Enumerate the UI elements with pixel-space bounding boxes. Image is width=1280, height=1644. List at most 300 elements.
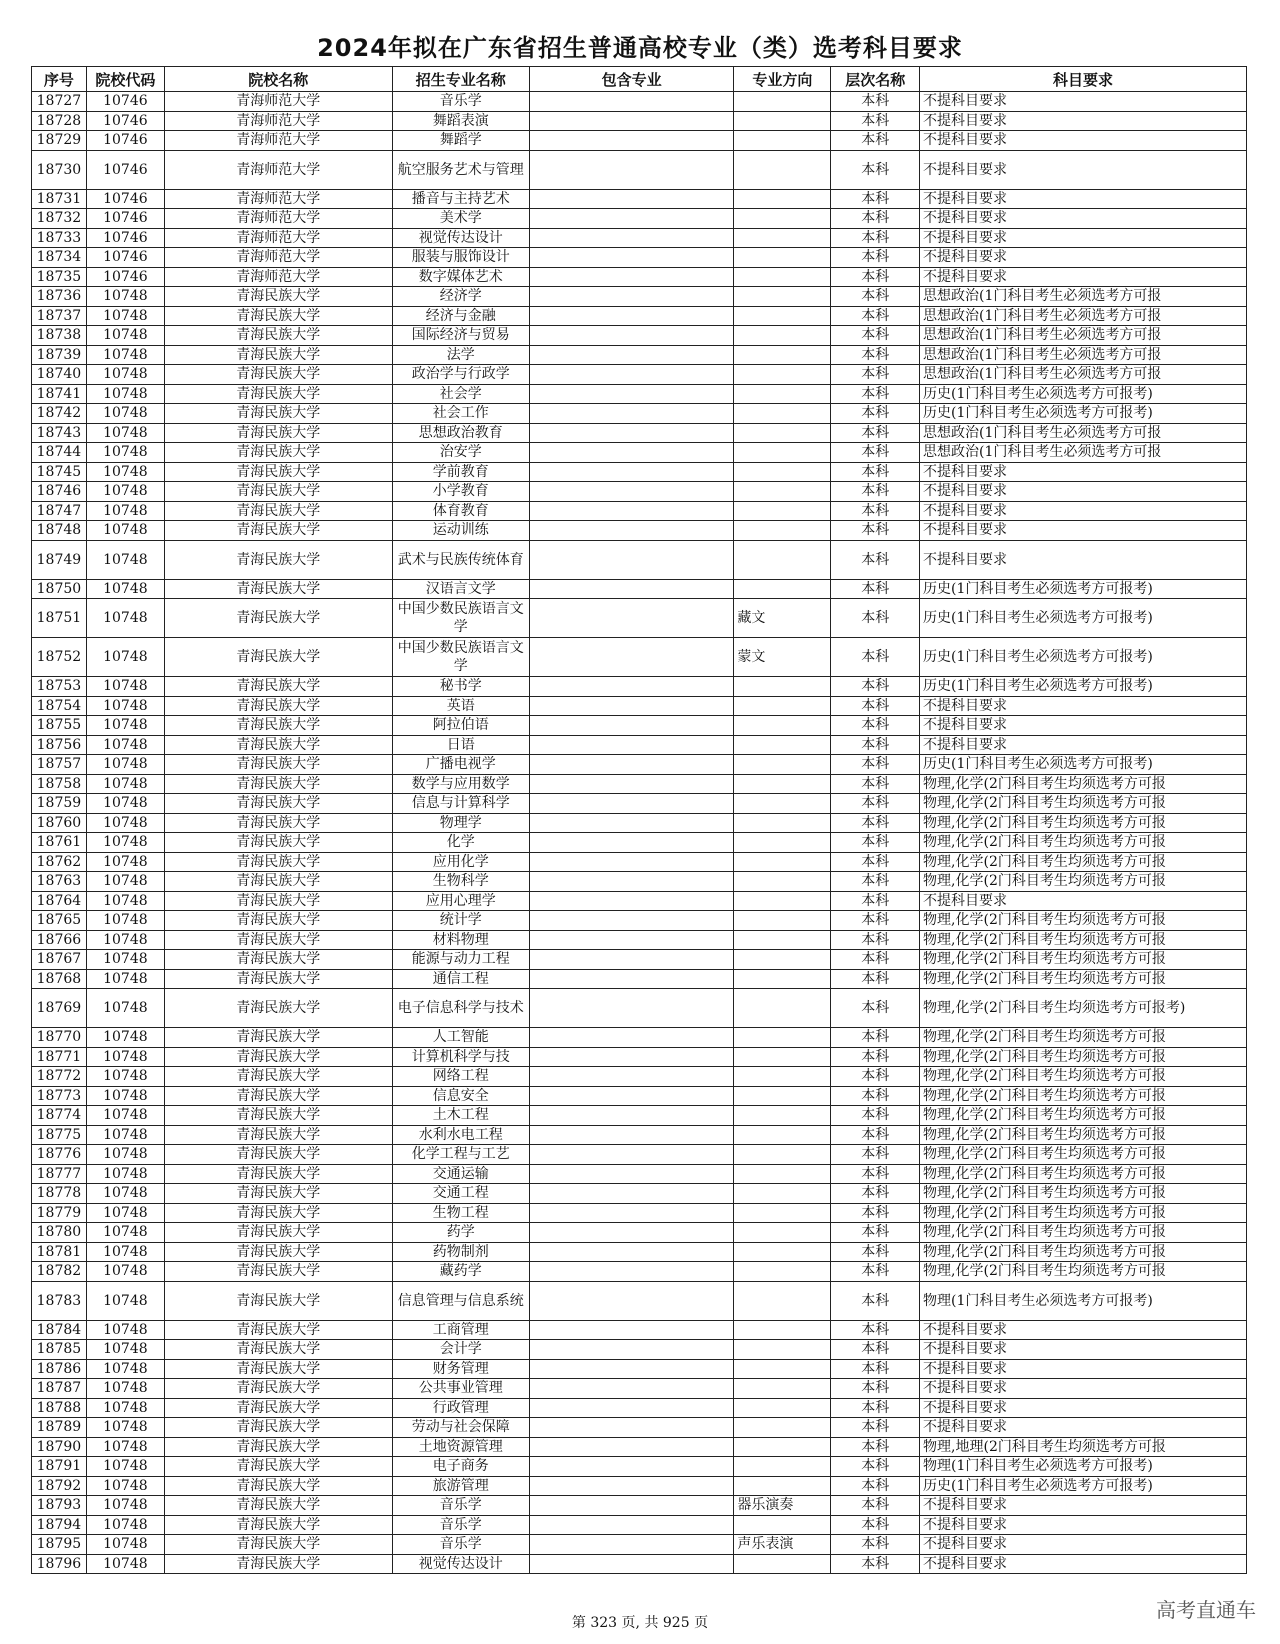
cell-included-majors: [529, 482, 734, 502]
cell-included-majors: [529, 384, 734, 404]
cell-school-code: 10748: [86, 1262, 164, 1282]
cell-seq: 18784: [32, 1320, 87, 1340]
cell-subject-req: 物理,化学(2门科目考生均须选考方可报: [920, 872, 1247, 892]
cell-direction: [734, 833, 831, 853]
cell-major-name: 网络工程: [392, 1067, 529, 1087]
cell-included-majors: [529, 131, 734, 151]
cell-major-name: 学前教育: [392, 462, 529, 482]
table-row: [32, 852, 1247, 872]
cell-direction: 器乐演奏: [734, 1496, 831, 1516]
cell-direction: [734, 774, 831, 794]
cell-direction: [734, 1086, 831, 1106]
cell-school-name: 青海师范大学: [164, 209, 392, 229]
cell-included-majors: [529, 1535, 734, 1555]
cell-school-name: 青海师范大学: [164, 131, 392, 151]
cell-school-code: 10748: [86, 1457, 164, 1477]
cell-included-majors: [529, 833, 734, 853]
cell-seq: 18785: [32, 1340, 87, 1360]
cell-included-majors: [529, 1106, 734, 1126]
cell-level: 本科: [831, 930, 920, 950]
cell-school-code: 10748: [86, 384, 164, 404]
cell-included-majors: [529, 1496, 734, 1516]
cell-direction: [734, 189, 831, 209]
cell-subject-req: 不提科目要求: [920, 1320, 1247, 1340]
cell-school-code: 10748: [86, 599, 164, 638]
cell-subject-req: 历史(1门科目考生必须选考方可报考): [920, 384, 1247, 404]
cell-major-name: 广播电视学: [392, 755, 529, 775]
cell-seq: 18791: [32, 1457, 87, 1477]
cell-level: 本科: [831, 716, 920, 736]
cell-school-name: 青海师范大学: [164, 111, 392, 131]
cell-subject-req: 物理,化学(2门科目考生均须选考方可报: [920, 1203, 1247, 1223]
cell-level: 本科: [831, 131, 920, 151]
cell-school-code: 10748: [86, 579, 164, 599]
cell-school-code: 10748: [86, 1047, 164, 1067]
table-row: [32, 599, 1247, 638]
cell-major-name: 通信工程: [392, 969, 529, 989]
cell-level: 本科: [831, 1106, 920, 1126]
cell-major-name: 信息管理与信息系统: [392, 1281, 529, 1320]
cell-direction: [734, 579, 831, 599]
cell-school-name: 青海民族大学: [164, 950, 392, 970]
cell-level: 本科: [831, 248, 920, 268]
cell-school-name: 青海民族大学: [164, 696, 392, 716]
header-included-majors: 包含专业: [529, 67, 734, 92]
cell-school-name: 青海民族大学: [164, 306, 392, 326]
cell-major-name: 武术与民族传统体育: [392, 540, 529, 579]
cell-major-name: 治安学: [392, 443, 529, 463]
cell-direction: [734, 326, 831, 346]
cell-subject-req: 不提科目要求: [920, 1535, 1247, 1555]
cell-major-name: 政治学与行政学: [392, 365, 529, 385]
cell-direction: [734, 872, 831, 892]
cell-subject-req: 历史(1门科目考生必须选考方可报考): [920, 579, 1247, 599]
cell-included-majors: [529, 1379, 734, 1399]
cell-direction: [734, 813, 831, 833]
cell-major-name: 化学工程与工艺: [392, 1145, 529, 1165]
cell-direction: [734, 306, 831, 326]
cell-included-majors: [529, 345, 734, 365]
cell-school-name: 青海民族大学: [164, 852, 392, 872]
cell-school-name: 青海民族大学: [164, 482, 392, 502]
cell-school-code: 10748: [86, 1535, 164, 1555]
cell-level: 本科: [831, 891, 920, 911]
table-row: [32, 131, 1247, 151]
cell-seq: 18733: [32, 228, 87, 248]
cell-subject-req: 不提科目要求: [920, 462, 1247, 482]
cell-major-name: 秘书学: [392, 677, 529, 697]
cell-seq: 18775: [32, 1125, 87, 1145]
cell-school-code: 10746: [86, 111, 164, 131]
cell-direction: [734, 1398, 831, 1418]
cell-subject-req: 不提科目要求: [920, 150, 1247, 189]
cell-subject-req: 物理,地理(2门科目考生均须选考方可报: [920, 1437, 1247, 1457]
cell-direction: [734, 1184, 831, 1204]
cell-major-name: 舞蹈学: [392, 131, 529, 151]
cell-seq: 18736: [32, 287, 87, 307]
cell-seq: 18739: [32, 345, 87, 365]
cell-included-majors: [529, 794, 734, 814]
cell-seq: 18794: [32, 1515, 87, 1535]
cell-school-name: 青海师范大学: [164, 189, 392, 209]
cell-direction: [734, 1476, 831, 1496]
cell-major-name: 生物工程: [392, 1203, 529, 1223]
cell-school-code: 10748: [86, 638, 164, 677]
cell-seq: 18743: [32, 423, 87, 443]
cell-subject-req: 物理(1门科目考生必须选考方可报考): [920, 1281, 1247, 1320]
cell-school-name: 青海民族大学: [164, 540, 392, 579]
table-row: [32, 287, 1247, 307]
cell-included-majors: [529, 930, 734, 950]
cell-school-name: 青海民族大学: [164, 1457, 392, 1477]
cell-level: 本科: [831, 1437, 920, 1457]
cell-seq: 18749: [32, 540, 87, 579]
cell-seq: 18741: [32, 384, 87, 404]
cell-school-name: 青海民族大学: [164, 1223, 392, 1243]
cell-seq: 18762: [32, 852, 87, 872]
cell-school-name: 青海民族大学: [164, 1476, 392, 1496]
cell-direction: [734, 1554, 831, 1574]
cell-school-code: 10748: [86, 696, 164, 716]
cell-subject-req: 不提科目要求: [920, 92, 1247, 112]
cell-school-code: 10748: [86, 1340, 164, 1360]
cell-school-code: 10748: [86, 735, 164, 755]
cell-school-name: 青海师范大学: [164, 150, 392, 189]
cell-major-name: 音乐学: [392, 1515, 529, 1535]
table-row: [32, 1418, 1247, 1438]
cell-included-majors: [529, 1281, 734, 1320]
cell-direction: [734, 462, 831, 482]
cell-major-name: 计算机科学与技: [392, 1047, 529, 1067]
cell-seq: 18748: [32, 521, 87, 541]
cell-major-name: 药学: [392, 1223, 529, 1243]
cell-school-code: 10748: [86, 1086, 164, 1106]
cell-school-code: 10748: [86, 521, 164, 541]
cell-direction: [734, 1418, 831, 1438]
cell-school-name: 青海民族大学: [164, 989, 392, 1028]
cell-included-majors: [529, 950, 734, 970]
cell-school-code: 10748: [86, 755, 164, 775]
cell-school-code: 10748: [86, 716, 164, 736]
cell-direction: [734, 345, 831, 365]
header-school-code: 院校代码: [86, 67, 164, 92]
cell-school-name: 青海民族大学: [164, 794, 392, 814]
cell-level: 本科: [831, 969, 920, 989]
cell-subject-req: 物理,化学(2门科目考生均须选考方可报: [920, 1262, 1247, 1282]
cell-school-code: 10748: [86, 1067, 164, 1087]
cell-subject-req: 物理,化学(2门科目考生均须选考方可报: [920, 813, 1247, 833]
cell-subject-req: 物理(1门科目考生必须选考方可报考): [920, 1457, 1247, 1477]
cell-level: 本科: [831, 1418, 920, 1438]
cell-school-name: 青海民族大学: [164, 501, 392, 521]
cell-level: 本科: [831, 813, 920, 833]
cell-level: 本科: [831, 677, 920, 697]
cell-school-name: 青海民族大学: [164, 1125, 392, 1145]
cell-direction: [734, 1106, 831, 1126]
cell-school-name: 青海民族大学: [164, 1242, 392, 1262]
cell-seq: 18783: [32, 1281, 87, 1320]
cell-level: 本科: [831, 443, 920, 463]
cell-direction: [734, 735, 831, 755]
table-row: [32, 696, 1247, 716]
cell-direction: [734, 1281, 831, 1320]
table-row: [32, 930, 1247, 950]
table-row: [32, 1106, 1247, 1126]
cell-seq: 18767: [32, 950, 87, 970]
cell-seq: 18764: [32, 891, 87, 911]
cell-direction: [734, 423, 831, 443]
cell-school-code: 10748: [86, 1437, 164, 1457]
cell-school-name: 青海民族大学: [164, 443, 392, 463]
cell-school-code: 10746: [86, 131, 164, 151]
table-row: [32, 423, 1247, 443]
cell-level: 本科: [831, 872, 920, 892]
cell-included-majors: [529, 287, 734, 307]
table-row: [32, 813, 1247, 833]
cell-school-name: 青海民族大学: [164, 677, 392, 697]
cell-included-majors: [529, 872, 734, 892]
cell-included-majors: [529, 852, 734, 872]
cell-school-name: 青海民族大学: [164, 1418, 392, 1438]
table-row: [32, 1496, 1247, 1516]
cell-level: 本科: [831, 306, 920, 326]
cell-seq: 18728: [32, 111, 87, 131]
cell-major-name: 土地资源管理: [392, 1437, 529, 1457]
cell-direction: [734, 891, 831, 911]
cell-seq: 18774: [32, 1106, 87, 1126]
table-row: [32, 1262, 1247, 1282]
cell-included-majors: [529, 1184, 734, 1204]
cell-school-code: 10748: [86, 345, 164, 365]
cell-school-code: 10748: [86, 1398, 164, 1418]
cell-subject-req: 物理,化学(2门科目考生均须选考方可报: [920, 1242, 1247, 1262]
cell-subject-req: 思想政治(1门科目考生必须选考方可报: [920, 326, 1247, 346]
cell-included-majors: [529, 1223, 734, 1243]
cell-major-name: 土木工程: [392, 1106, 529, 1126]
cell-level: 本科: [831, 794, 920, 814]
cell-included-majors: [529, 1028, 734, 1048]
cell-seq: 18776: [32, 1145, 87, 1165]
cell-school-name: 青海民族大学: [164, 1515, 392, 1535]
cell-major-name: 行政管理: [392, 1398, 529, 1418]
cell-school-name: 青海民族大学: [164, 326, 392, 346]
cell-major-name: 藏药学: [392, 1262, 529, 1282]
cell-school-code: 10748: [86, 501, 164, 521]
table-row: [32, 501, 1247, 521]
cell-level: 本科: [831, 1535, 920, 1555]
cell-major-name: 航空服务艺术与管理: [392, 150, 529, 189]
page-title: 2024年拟在广东省招生普通高校专业（类）选考科目要求: [317, 34, 963, 62]
requirements-table: [31, 66, 1247, 1574]
cell-school-name: 青海民族大学: [164, 1164, 392, 1184]
cell-major-name: 生物科学: [392, 872, 529, 892]
cell-subject-req: 物理,化学(2门科目考生均须选考方可报: [920, 1086, 1247, 1106]
cell-school-code: 10748: [86, 1554, 164, 1574]
cell-seq: 18750: [32, 579, 87, 599]
cell-school-name: 青海民族大学: [164, 1437, 392, 1457]
cell-subject-req: 物理,化学(2门科目考生均须选考方可报: [920, 1223, 1247, 1243]
cell-school-code: 10748: [86, 1496, 164, 1516]
cell-subject-req: 历史(1门科目考生必须选考方可报考): [920, 755, 1247, 775]
cell-major-name: 舞蹈表演: [392, 111, 529, 131]
cell-level: 本科: [831, 111, 920, 131]
cell-direction: 声乐表演: [734, 1535, 831, 1555]
cell-school-name: 青海民族大学: [164, 930, 392, 950]
cell-school-code: 10748: [86, 482, 164, 502]
cell-direction: [734, 92, 831, 112]
cell-direction: 蒙文: [734, 638, 831, 677]
table-row: [32, 989, 1247, 1028]
cell-seq: 18782: [32, 1262, 87, 1282]
table-row: [32, 443, 1247, 463]
cell-direction: [734, 501, 831, 521]
cell-school-name: 青海民族大学: [164, 1184, 392, 1204]
cell-major-name: 美术学: [392, 209, 529, 229]
cell-level: 本科: [831, 287, 920, 307]
cell-school-code: 10748: [86, 1515, 164, 1535]
cell-direction: [734, 1223, 831, 1243]
cell-included-majors: [529, 1476, 734, 1496]
cell-included-majors: [529, 735, 734, 755]
cell-subject-req: 物理,化学(2门科目考生均须选考方可报: [920, 1125, 1247, 1145]
table-row: [32, 1476, 1247, 1496]
cell-level: 本科: [831, 696, 920, 716]
cell-included-majors: [529, 1398, 734, 1418]
cell-seq: 18731: [32, 189, 87, 209]
cell-school-code: 10746: [86, 248, 164, 268]
table-body: [32, 92, 1247, 1574]
table-row: [32, 1379, 1247, 1399]
cell-included-majors: [529, 969, 734, 989]
cell-included-majors: [529, 365, 734, 385]
cell-major-name: 应用化学: [392, 852, 529, 872]
table-row: [32, 209, 1247, 229]
cell-subject-req: 思想政治(1门科目考生必须选考方可报: [920, 287, 1247, 307]
cell-subject-req: 物理,化学(2门科目考生均须选考方可报: [920, 852, 1247, 872]
cell-seq: 18752: [32, 638, 87, 677]
cell-major-name: 经济与金融: [392, 306, 529, 326]
cell-seq: 18755: [32, 716, 87, 736]
table-row: [32, 872, 1247, 892]
cell-subject-req: 思想政治(1门科目考生必须选考方可报: [920, 345, 1247, 365]
cell-school-name: 青海民族大学: [164, 1203, 392, 1223]
cell-school-code: 10748: [86, 969, 164, 989]
cell-major-name: 小学教育: [392, 482, 529, 502]
cell-school-name: 青海民族大学: [164, 579, 392, 599]
table-row: [32, 1242, 1247, 1262]
cell-direction: [734, 852, 831, 872]
cell-direction: [734, 209, 831, 229]
cell-seq: 18740: [32, 365, 87, 385]
cell-direction: [734, 482, 831, 502]
cell-subject-req: 物理,化学(2门科目考生均须选考方可报: [920, 969, 1247, 989]
cell-major-name: 旅游管理: [392, 1476, 529, 1496]
cell-subject-req: 历史(1门科目考生必须选考方可报考): [920, 677, 1247, 697]
cell-major-name: 信息安全: [392, 1086, 529, 1106]
cell-subject-req: 不提科目要求: [920, 716, 1247, 736]
cell-direction: [734, 1359, 831, 1379]
cell-subject-req: 不提科目要求: [920, 267, 1247, 287]
table-row: [32, 1281, 1247, 1320]
cell-included-majors: [529, 1515, 734, 1535]
cell-school-code: 10748: [86, 989, 164, 1028]
cell-school-code: 10748: [86, 872, 164, 892]
cell-seq: 18747: [32, 501, 87, 521]
cell-major-name: 数学与应用数学: [392, 774, 529, 794]
cell-included-majors: [529, 1125, 734, 1145]
cell-subject-req: 物理,化学(2门科目考生均须选考方可报: [920, 911, 1247, 931]
cell-seq: 18754: [32, 696, 87, 716]
cell-level: 本科: [831, 1223, 920, 1243]
table-row: [32, 1320, 1247, 1340]
cell-seq: 18779: [32, 1203, 87, 1223]
cell-direction: [734, 930, 831, 950]
cell-level: 本科: [831, 267, 920, 287]
cell-included-majors: [529, 1047, 734, 1067]
table-row: [32, 1437, 1247, 1457]
table-header-row: [32, 67, 1247, 92]
cell-level: 本科: [831, 1554, 920, 1574]
cell-school-name: 青海民族大学: [164, 404, 392, 424]
cell-seq: 18730: [32, 150, 87, 189]
cell-seq: 18742: [32, 404, 87, 424]
cell-level: 本科: [831, 1320, 920, 1340]
cell-school-name: 青海民族大学: [164, 1028, 392, 1048]
cell-school-code: 10748: [86, 287, 164, 307]
cell-direction: [734, 716, 831, 736]
cell-school-code: 10748: [86, 1281, 164, 1320]
cell-included-majors: [529, 443, 734, 463]
cell-seq: 18769: [32, 989, 87, 1028]
cell-seq: 18746: [32, 482, 87, 502]
table-row: [32, 1515, 1247, 1535]
cell-level: 本科: [831, 1340, 920, 1360]
table-row: [32, 1359, 1247, 1379]
cell-school-name: 青海民族大学: [164, 716, 392, 736]
cell-level: 本科: [831, 92, 920, 112]
cell-seq: 18760: [32, 813, 87, 833]
table-row: [32, 1067, 1247, 1087]
cell-school-name: 青海师范大学: [164, 267, 392, 287]
cell-included-majors: [529, 1164, 734, 1184]
cell-seq: 18793: [32, 1496, 87, 1516]
cell-included-majors: [529, 326, 734, 346]
cell-direction: [734, 521, 831, 541]
cell-major-name: 能源与动力工程: [392, 950, 529, 970]
cell-included-majors: [529, 911, 734, 931]
cell-seq: 18792: [32, 1476, 87, 1496]
cell-seq: 18756: [32, 735, 87, 755]
cell-seq: 18751: [32, 599, 87, 638]
cell-seq: 18773: [32, 1086, 87, 1106]
cell-direction: [734, 1379, 831, 1399]
cell-seq: 18770: [32, 1028, 87, 1048]
cell-seq: 18777: [32, 1164, 87, 1184]
cell-subject-req: 不提科目要求: [920, 1515, 1247, 1535]
cell-included-majors: [529, 696, 734, 716]
cell-direction: [734, 1028, 831, 1048]
watermark-text: 高考直通车: [1156, 1598, 1256, 1622]
cell-major-name: 会计学: [392, 1340, 529, 1360]
cell-direction: [734, 1067, 831, 1087]
cell-school-name: 青海民族大学: [164, 345, 392, 365]
cell-major-name: 视觉传达设计: [392, 1554, 529, 1574]
cell-subject-req: 物理,化学(2门科目考生均须选考方可报: [920, 930, 1247, 950]
cell-included-majors: [529, 150, 734, 189]
cell-level: 本科: [831, 852, 920, 872]
cell-direction: 藏文: [734, 599, 831, 638]
cell-subject-req: 物理,化学(2门科目考生均须选考方可报: [920, 1067, 1247, 1087]
